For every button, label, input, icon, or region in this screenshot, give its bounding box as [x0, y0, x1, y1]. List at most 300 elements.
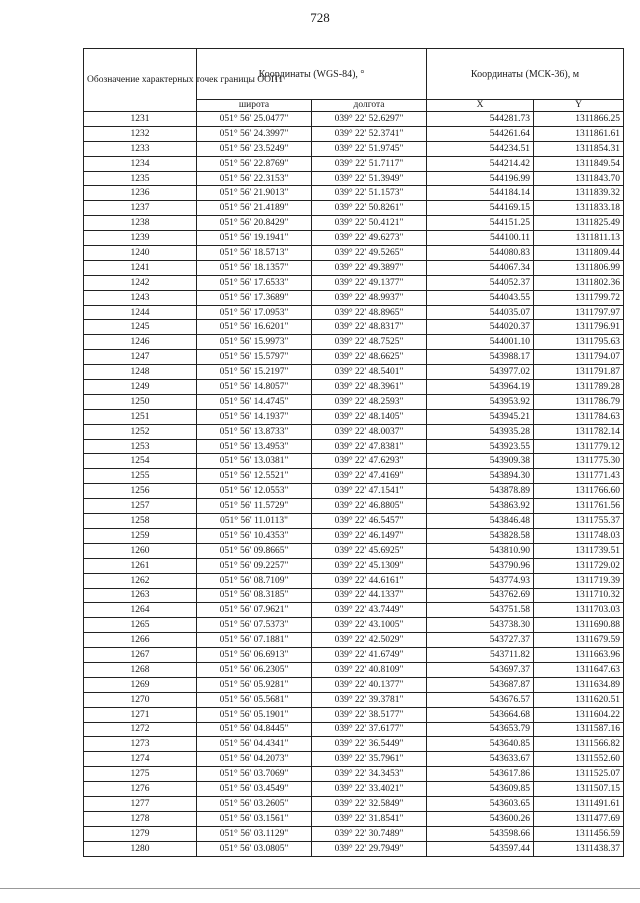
longitude-cell: 039° 22' 48.3961": [312, 380, 427, 395]
latitude-cell: 051° 56' 07.5373": [197, 618, 312, 633]
x-cell: 544281.73: [427, 112, 534, 127]
longitude-cell: 039° 22' 46.1497": [312, 528, 427, 543]
x-cell: 543923.55: [427, 439, 534, 454]
table-row: [84, 141, 624, 156]
point-cell: 1246: [84, 335, 197, 350]
longitude-cell: 039° 22' 47.8381": [312, 439, 427, 454]
latitude-cell: 051° 56' 03.2605": [197, 796, 312, 811]
y-cell: 1311456.59: [534, 826, 624, 841]
latitude-cell: 051° 56' 13.0381": [197, 454, 312, 469]
y-cell: 1311782.14: [534, 424, 624, 439]
latitude-cell: 051° 56' 18.1357": [197, 260, 312, 275]
latitude-cell: 051° 56' 22.3153": [197, 171, 312, 186]
latitude-cell: 051° 56' 17.6533": [197, 275, 312, 290]
x-cell: 543828.58: [427, 528, 534, 543]
point-cell: 1233: [84, 141, 197, 156]
longitude-cell: 039° 22' 51.7117": [312, 156, 427, 171]
coordinates-table: [83, 48, 624, 857]
table-row: [84, 558, 624, 573]
longitude-cell: 039° 22' 47.6293": [312, 454, 427, 469]
y-cell: 1311866.25: [534, 112, 624, 127]
point-cell: 1231: [84, 112, 197, 127]
latitude-header: широта: [197, 100, 312, 112]
y-cell: 1311729.02: [534, 558, 624, 573]
x-cell: 544067.34: [427, 260, 534, 275]
y-cell: 1311786.79: [534, 394, 624, 409]
table-row: [84, 439, 624, 454]
y-cell: 1311761.56: [534, 499, 624, 514]
latitude-cell: 051° 56' 18.5713": [197, 246, 312, 261]
table-row: [84, 648, 624, 663]
y-cell: 1311477.69: [534, 811, 624, 826]
x-cell: 543676.57: [427, 692, 534, 707]
point-cell: 1259: [84, 528, 197, 543]
point-cell: 1272: [84, 722, 197, 737]
x-cell: 543988.17: [427, 350, 534, 365]
point-cell: 1250: [84, 394, 197, 409]
longitude-cell: 039° 22' 34.3453": [312, 767, 427, 782]
latitude-cell: 051° 56' 22.8769": [197, 156, 312, 171]
latitude-cell: 051° 56' 11.5729": [197, 499, 312, 514]
latitude-cell: 051° 56' 19.1941": [197, 231, 312, 246]
x-cell: 543633.67: [427, 752, 534, 767]
point-cell: 1280: [84, 841, 197, 856]
table-row: [84, 350, 624, 365]
table-row: [84, 454, 624, 469]
x-cell: 543846.48: [427, 514, 534, 529]
point-cell: 1276: [84, 782, 197, 797]
y-cell: 1311710.32: [534, 588, 624, 603]
table-row: [84, 365, 624, 380]
table-row: [84, 156, 624, 171]
point-cell: 1252: [84, 424, 197, 439]
point-cell: 1234: [84, 156, 197, 171]
latitude-cell: 051° 56' 14.1937": [197, 409, 312, 424]
x-cell: 543603.65: [427, 796, 534, 811]
table-row: [84, 543, 624, 558]
y-cell: 1311854.31: [534, 141, 624, 156]
x-cell: 544169.15: [427, 201, 534, 216]
table-row: [84, 126, 624, 141]
latitude-cell: 051° 56' 05.5681": [197, 692, 312, 707]
point-cell: 1274: [84, 752, 197, 767]
x-cell: 544001.10: [427, 335, 534, 350]
latitude-cell: 051° 56' 04.2073": [197, 752, 312, 767]
longitude-cell: 039° 22' 47.4169": [312, 469, 427, 484]
table-row: [84, 692, 624, 707]
point-cell: 1249: [84, 380, 197, 395]
latitude-cell: 051° 56' 15.5797": [197, 350, 312, 365]
longitude-cell: 039° 22' 49.1377": [312, 275, 427, 290]
point-cell: 1235: [84, 171, 197, 186]
table-row: [84, 394, 624, 409]
y-cell: 1311839.32: [534, 186, 624, 201]
latitude-cell: 051° 56' 15.9973": [197, 335, 312, 350]
point-cell: 1265: [84, 618, 197, 633]
x-cell: 543977.02: [427, 365, 534, 380]
x-header: X: [427, 100, 534, 112]
point-cell: 1261: [84, 558, 197, 573]
x-cell: 544184.14: [427, 186, 534, 201]
msk-column-header: Координаты (МСК-36), м: [427, 49, 624, 100]
latitude-cell: 051° 56' 17.3689": [197, 290, 312, 305]
table-row: [84, 752, 624, 767]
wgs-column-header: Координаты (WGS-84), °: [197, 49, 427, 100]
x-cell: 543774.93: [427, 573, 534, 588]
table-header: [84, 49, 624, 112]
point-cell: 1262: [84, 573, 197, 588]
x-cell: 543909.38: [427, 454, 534, 469]
table-row: [84, 216, 624, 231]
x-cell: 544234.51: [427, 141, 534, 156]
latitude-cell: 051° 56' 10.4353": [197, 528, 312, 543]
longitude-cell: 039° 22' 29.7949": [312, 841, 427, 856]
latitude-cell: 051° 56' 06.6913": [197, 648, 312, 663]
latitude-cell: 051° 56' 14.8057": [197, 380, 312, 395]
table-row: [84, 633, 624, 648]
longitude-cell: 039° 22' 30.7489": [312, 826, 427, 841]
y-cell: 1311438.37: [534, 841, 624, 856]
y-cell: 1311755.37: [534, 514, 624, 529]
table-row: [84, 841, 624, 856]
longitude-cell: 039° 22' 48.0037": [312, 424, 427, 439]
point-cell: 1269: [84, 677, 197, 692]
y-cell: 1311784.63: [534, 409, 624, 424]
latitude-cell: 051° 56' 08.7109": [197, 573, 312, 588]
x-cell: 543964.19: [427, 380, 534, 395]
point-cell: 1241: [84, 260, 197, 275]
table-row: [84, 618, 624, 633]
x-cell: 543762.69: [427, 588, 534, 603]
y-cell: 1311663.96: [534, 648, 624, 663]
table-row: [84, 171, 624, 186]
longitude-cell: 039° 22' 48.8965": [312, 305, 427, 320]
table-row: [84, 290, 624, 305]
longitude-cell: 039° 22' 44.1337": [312, 588, 427, 603]
x-cell: 543598.66: [427, 826, 534, 841]
y-cell: 1311833.18: [534, 201, 624, 216]
y-cell: 1311766.60: [534, 484, 624, 499]
longitude-cell: 039° 22' 51.1573": [312, 186, 427, 201]
longitude-cell: 039° 22' 48.5401": [312, 365, 427, 380]
table-row: [84, 380, 624, 395]
longitude-cell: 039° 22' 48.7525": [312, 335, 427, 350]
table-row: [84, 767, 624, 782]
longitude-cell: 039° 22' 40.1377": [312, 677, 427, 692]
x-cell: 543863.92: [427, 499, 534, 514]
latitude-cell: 051° 56' 25.0477": [197, 112, 312, 127]
x-cell: 543790.96: [427, 558, 534, 573]
longitude-cell: 039° 22' 52.3741": [312, 126, 427, 141]
latitude-cell: 051° 56' 09.2257": [197, 558, 312, 573]
longitude-cell: 039° 22' 49.3897": [312, 260, 427, 275]
y-cell: 1311634.89: [534, 677, 624, 692]
latitude-cell: 051° 56' 04.4341": [197, 737, 312, 752]
table-row: [84, 112, 624, 127]
longitude-cell: 039° 22' 49.5265": [312, 246, 427, 261]
point-cell: 1251: [84, 409, 197, 424]
x-cell: 543878.89: [427, 484, 534, 499]
latitude-cell: 051° 56' 24.3997": [197, 126, 312, 141]
longitude-cell: 039° 22' 42.5029": [312, 633, 427, 648]
y-cell: 1311843.70: [534, 171, 624, 186]
point-cell: 1248: [84, 365, 197, 380]
point-cell: 1255: [84, 469, 197, 484]
latitude-cell: 051° 56' 13.4953": [197, 439, 312, 454]
latitude-cell: 051° 56' 16.6201": [197, 320, 312, 335]
longitude-cell: 039° 22' 39.3781": [312, 692, 427, 707]
latitude-cell: 051° 56' 03.4549": [197, 782, 312, 797]
longitude-cell: 039° 22' 51.3949": [312, 171, 427, 186]
point-cell: 1267: [84, 648, 197, 663]
point-cell: 1270: [84, 692, 197, 707]
latitude-cell: 051° 56' 03.1561": [197, 811, 312, 826]
y-cell: 1311789.28: [534, 380, 624, 395]
longitude-cell: 039° 22' 43.7449": [312, 603, 427, 618]
x-cell: 543711.82: [427, 648, 534, 663]
table-row: [84, 603, 624, 618]
longitude-cell: 039° 22' 36.5449": [312, 737, 427, 752]
longitude-cell: 039° 22' 47.1541": [312, 484, 427, 499]
table-row: [84, 201, 624, 216]
point-cell: 1271: [84, 707, 197, 722]
table-row: [84, 469, 624, 484]
longitude-cell: 039° 22' 40.8109": [312, 662, 427, 677]
table-row: [84, 588, 624, 603]
latitude-cell: 051° 56' 12.0553": [197, 484, 312, 499]
latitude-cell: 051° 56' 04.8445": [197, 722, 312, 737]
point-cell: 1258: [84, 514, 197, 529]
y-cell: 1311779.12: [534, 439, 624, 454]
table-row: [84, 320, 624, 335]
point-cell: 1277: [84, 796, 197, 811]
longitude-cell: 039° 22' 46.8805": [312, 499, 427, 514]
x-cell: 543697.37: [427, 662, 534, 677]
point-cell: 1260: [84, 543, 197, 558]
point-cell: 1236: [84, 186, 197, 201]
y-cell: 1311849.54: [534, 156, 624, 171]
table-row: [84, 186, 624, 201]
y-cell: 1311794.07: [534, 350, 624, 365]
x-cell: 543687.87: [427, 677, 534, 692]
point-cell: 1253: [84, 439, 197, 454]
y-cell: 1311491.61: [534, 796, 624, 811]
y-cell: 1311796.91: [534, 320, 624, 335]
table-row: [84, 573, 624, 588]
longitude-cell: 039° 22' 45.6925": [312, 543, 427, 558]
latitude-cell: 051° 56' 21.9013": [197, 186, 312, 201]
y-cell: 1311690.88: [534, 618, 624, 633]
y-cell: 1311791.87: [534, 365, 624, 380]
table-row: [84, 335, 624, 350]
point-cell: 1263: [84, 588, 197, 603]
longitude-cell: 039° 22' 45.1309": [312, 558, 427, 573]
longitude-cell: 039° 22' 50.4121": [312, 216, 427, 231]
x-cell: 543894.30: [427, 469, 534, 484]
y-cell: 1311566.82: [534, 737, 624, 752]
longitude-header: долгота: [312, 100, 427, 112]
y-cell: 1311825.49: [534, 216, 624, 231]
x-cell: 543738.30: [427, 618, 534, 633]
y-cell: 1311604.22: [534, 707, 624, 722]
y-cell: 1311775.30: [534, 454, 624, 469]
longitude-cell: 039° 22' 50.8261": [312, 201, 427, 216]
x-cell: 543727.37: [427, 633, 534, 648]
latitude-cell: 051° 56' 23.5249": [197, 141, 312, 156]
y-cell: 1311552.60: [534, 752, 624, 767]
latitude-cell: 051° 56' 07.9621": [197, 603, 312, 618]
table-row: [84, 484, 624, 499]
y-cell: 1311525.07: [534, 767, 624, 782]
point-cell: 1242: [84, 275, 197, 290]
latitude-cell: 051° 56' 09.8665": [197, 543, 312, 558]
table-row: [84, 707, 624, 722]
longitude-cell: 039° 22' 41.6749": [312, 648, 427, 663]
x-cell: 543945.21: [427, 409, 534, 424]
longitude-cell: 039° 22' 38.5177": [312, 707, 427, 722]
latitude-cell: 051° 56' 13.8733": [197, 424, 312, 439]
latitude-cell: 051° 56' 11.0113": [197, 514, 312, 529]
x-cell: 543935.28: [427, 424, 534, 439]
y-cell: 1311748.03: [534, 528, 624, 543]
point-cell: 1266: [84, 633, 197, 648]
point-cell: 1278: [84, 811, 197, 826]
x-cell: 543810.90: [427, 543, 534, 558]
latitude-cell: 051° 56' 03.0805": [197, 841, 312, 856]
y-cell: 1311620.51: [534, 692, 624, 707]
x-cell: 544043.55: [427, 290, 534, 305]
point-cell: 1244: [84, 305, 197, 320]
y-cell: 1311811.13: [534, 231, 624, 246]
longitude-cell: 039° 22' 48.8317": [312, 320, 427, 335]
point-column-header: Обозначение характерных точек границы ООПТ: [84, 49, 197, 112]
longitude-cell: 039° 22' 48.9937": [312, 290, 427, 305]
table-row: [84, 796, 624, 811]
table-row: [84, 528, 624, 543]
x-cell: 543751.58: [427, 603, 534, 618]
latitude-cell: 051° 56' 15.2197": [197, 365, 312, 380]
table-row: [84, 722, 624, 737]
point-cell: 1232: [84, 126, 197, 141]
y-cell: 1311795.63: [534, 335, 624, 350]
point-cell: 1264: [84, 603, 197, 618]
longitude-cell: 039° 22' 51.9745": [312, 141, 427, 156]
x-cell: 543640.85: [427, 737, 534, 752]
x-cell: 543609.85: [427, 782, 534, 797]
latitude-cell: 051° 56' 17.0953": [197, 305, 312, 320]
point-cell: 1243: [84, 290, 197, 305]
y-header: Y: [534, 100, 624, 112]
y-cell: 1311802.36: [534, 275, 624, 290]
latitude-cell: 051° 56' 08.3185": [197, 588, 312, 603]
x-cell: 544035.07: [427, 305, 534, 320]
point-cell: 1237: [84, 201, 197, 216]
longitude-cell: 039° 22' 48.6625": [312, 350, 427, 365]
x-cell: 543597.44: [427, 841, 534, 856]
x-cell: 543653.79: [427, 722, 534, 737]
y-cell: 1311799.72: [534, 290, 624, 305]
point-cell: 1245: [84, 320, 197, 335]
point-cell: 1257: [84, 499, 197, 514]
latitude-cell: 051° 56' 14.4745": [197, 394, 312, 409]
y-cell: 1311507.15: [534, 782, 624, 797]
table-row: [84, 260, 624, 275]
point-cell: 1279: [84, 826, 197, 841]
table-row: [84, 409, 624, 424]
longitude-cell: 039° 22' 32.5849": [312, 796, 427, 811]
y-cell: 1311809.44: [534, 246, 624, 261]
x-cell: 544151.25: [427, 216, 534, 231]
latitude-cell: 051° 56' 05.1901": [197, 707, 312, 722]
table-row: [84, 677, 624, 692]
x-cell: 544052.37: [427, 275, 534, 290]
table-row: [84, 305, 624, 320]
latitude-cell: 051° 56' 21.4189": [197, 201, 312, 216]
y-cell: 1311739.51: [534, 543, 624, 558]
latitude-cell: 051° 56' 03.7069": [197, 767, 312, 782]
y-cell: 1311647.63: [534, 662, 624, 677]
x-cell: 543617.86: [427, 767, 534, 782]
y-cell: 1311806.99: [534, 260, 624, 275]
latitude-cell: 051° 56' 12.5521": [197, 469, 312, 484]
latitude-cell: 051° 56' 03.1129": [197, 826, 312, 841]
y-cell: 1311679.59: [534, 633, 624, 648]
latitude-cell: 051° 56' 05.9281": [197, 677, 312, 692]
point-cell: 1273: [84, 737, 197, 752]
table-row: [84, 424, 624, 439]
page-number: 728: [310, 10, 330, 25]
x-cell: 544080.83: [427, 246, 534, 261]
table-row: [84, 499, 624, 514]
longitude-cell: 039° 22' 37.6177": [312, 722, 427, 737]
longitude-cell: 039° 22' 44.6161": [312, 573, 427, 588]
longitude-cell: 039° 22' 46.5457": [312, 514, 427, 529]
x-cell: 543664.68: [427, 707, 534, 722]
point-cell: 1268: [84, 662, 197, 677]
table-row: [84, 275, 624, 290]
y-cell: 1311861.61: [534, 126, 624, 141]
longitude-cell: 039° 22' 48.2593": [312, 394, 427, 409]
bottom-rule: [0, 888, 640, 889]
table-row: [84, 811, 624, 826]
x-cell: 544100.11: [427, 231, 534, 246]
y-cell: 1311703.03: [534, 603, 624, 618]
latitude-cell: 051° 56' 20.8429": [197, 216, 312, 231]
x-cell: 543953.92: [427, 394, 534, 409]
table-row: [84, 737, 624, 752]
point-cell: 1247: [84, 350, 197, 365]
longitude-cell: 039° 22' 33.4021": [312, 782, 427, 797]
table-row: [84, 514, 624, 529]
point-cell: 1238: [84, 216, 197, 231]
table-row: [84, 231, 624, 246]
y-cell: 1311719.39: [534, 573, 624, 588]
x-cell: 544214.42: [427, 156, 534, 171]
longitude-cell: 039° 22' 52.6297": [312, 112, 427, 127]
latitude-cell: 051° 56' 06.2305": [197, 662, 312, 677]
longitude-cell: 039° 22' 49.6273": [312, 231, 427, 246]
x-cell: 544020.37: [427, 320, 534, 335]
y-cell: 1311771.43: [534, 469, 624, 484]
table-row: [84, 782, 624, 797]
point-cell: 1275: [84, 767, 197, 782]
table-row: [84, 662, 624, 677]
longitude-cell: 039° 22' 35.7961": [312, 752, 427, 767]
y-cell: 1311797.97: [534, 305, 624, 320]
table-row: [84, 246, 624, 261]
point-cell: 1256: [84, 484, 197, 499]
x-cell: 544261.64: [427, 126, 534, 141]
